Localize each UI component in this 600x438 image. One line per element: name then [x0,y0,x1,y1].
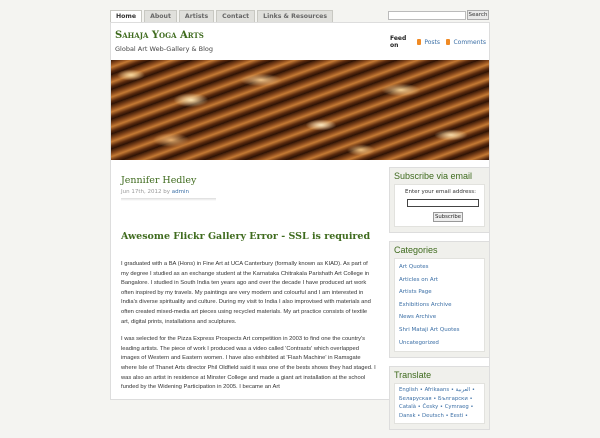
page-wrapper [110,22,490,419]
post-meta [121,189,376,195]
categories-list [394,258,485,352]
category-link-news-archive[interactable]: News Archive [399,314,437,321]
post-divider [121,198,216,201]
nav-tab-links-resources[interactable]: Links & Resources [257,10,333,22]
email-label: Enter your email address: [405,189,477,195]
rss-icon [417,39,421,45]
site-title[interactable]: Sahaja Yoga Arts [115,30,204,41]
language-list [394,383,485,423]
post-by: by [163,189,170,195]
subscribe-form [394,184,485,227]
nav-tab-contact[interactable]: Contact [216,10,255,22]
post-title[interactable]: Jennifer Hedley [121,175,197,186]
nav-tab-home[interactable]: Home [110,10,142,23]
subscribe-title: Subscribe via email [394,171,473,181]
post-paragraph: I was selected for the Pizza Express Prospects Art competition in 2003 to find one the country's leading artists. The piece of work I produced was a video called 'Contrasts' which overlapped images of Western and Eastern women. I have also exhibited at 'Flash Machine' in Ramsgate where Isle of Thanet Arts director Phil Oldfield said it was one of the bests shows they had staged. I was also an artist in residence at Minster College and made a giant art installation at the school funded by the Widening Participation in 2005. I became an Art [121,336,376,391]
feed-label: Feed on [390,35,407,49]
nav-tab-about[interactable]: About [144,10,177,22]
post-date: Jun 17th, 2012 [121,189,162,195]
categories-widget [389,241,490,358]
language-links[interactable]: Беларуская • Български • [399,395,473,402]
header-banner-image [111,60,489,160]
category-link-art-quotes[interactable]: Art Quotes [399,264,429,270]
gallery-error-heading: Awesome Flickr Gallery Error - SSL is required [121,231,371,242]
translate-title: Translate [394,370,432,381]
search-button[interactable]: Search [468,12,488,18]
comments-feed-link[interactable]: Comments [453,38,486,46]
category-link-shri-mataji-art-quotes[interactable]: Shri Mataji Art Quotes [399,326,460,333]
categories-title: Categories [394,245,438,255]
rss-icon [446,39,450,45]
category-link-exhibitions-archive[interactable]: Exhibitions Archive [399,301,452,308]
translate-widget [389,366,490,429]
post-author-link[interactable]: admin [171,189,189,195]
nav-tab-artists[interactable]: Artists [179,10,214,22]
language-links[interactable]: Català • Česky • Cymraeg • [399,404,474,411]
post-paragraph: I graduated with a BA (Hons) in Fine Art at UCA Canterbury (formally known as KIAD). As part of my degree I studied as an exchange student at the Karnataka Chitrakala Parishath Art College in Bangalore. I studied in South India ten years ago and over the decade I have produced art work often inspired by my travels. My paintings are very modern and colourful and I am interested in India's diverse spirituality and culture. During my visit to India I also improvised with materials and often created mixed-media art pieces using recycled materials. My art practice consists of textile art, digital prints, installations and sculptures. [121,261,371,325]
site-description: Global Art Web-Gallery & Blog [115,45,214,53]
posts-feed-link[interactable]: Posts [424,38,441,46]
category-link-articles-on-art[interactable]: Articles on Art [399,276,439,283]
feed-links [390,35,489,49]
post-body [121,260,376,393]
post [121,175,376,401]
language-links[interactable]: Dansk • Deutsch • Eesti • [399,412,469,419]
email-field[interactable] [407,199,479,207]
language-links[interactable]: English • Afrikaans • العربية • [399,387,475,394]
subscribe-button[interactable]: Subscribe [434,214,462,220]
search-input[interactable] [388,11,466,20]
category-link-artists-page[interactable]: Artists Page [399,289,432,296]
sidebar [389,167,490,438]
subscribe-widget [389,167,490,233]
category-link-uncategorized[interactable]: Uncategorized [399,339,439,346]
